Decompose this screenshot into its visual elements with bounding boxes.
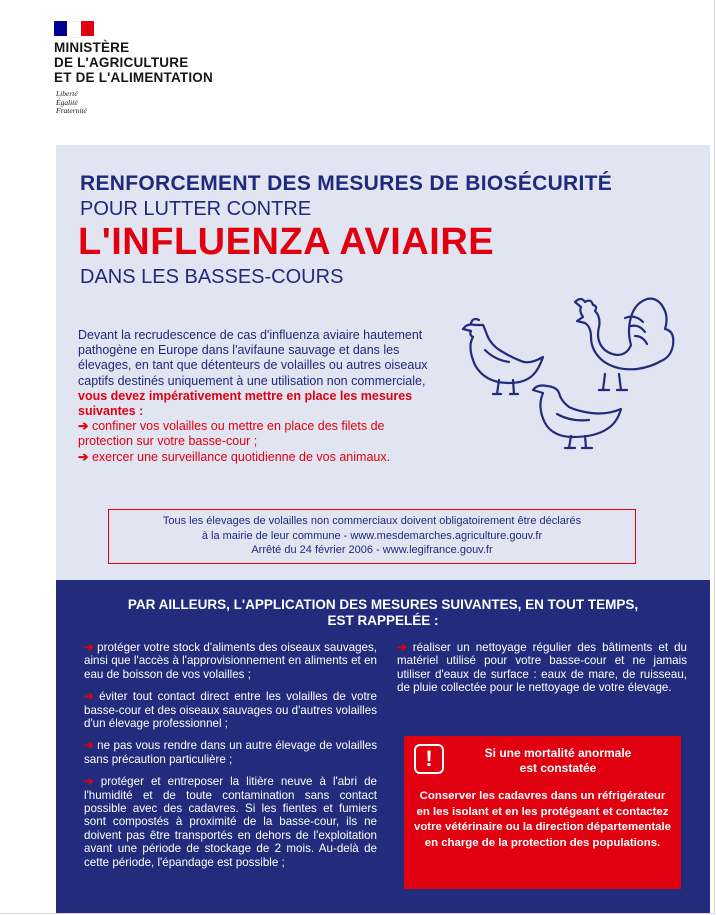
measure-text: protéger votre stock d'aliments des oiseaux sauvages, ainsi que l'accès à l'approvisionnement en aliments et en eau de boisson de vos volailles ; (84, 641, 377, 681)
declaration-notice (108, 509, 636, 564)
motto-line: Liberté (56, 89, 78, 98)
measures-title (56, 597, 710, 629)
intro-bullet (78, 450, 438, 465)
measure-text: éviter tout contact direct entre les volailles de votre basse-cour et des oiseaux sauvages ou d'autres volailles d'un élevage professionnel ; (84, 690, 377, 731)
measure-item (84, 641, 377, 681)
measure-text: ne pas vous rendre dans un autre élevage de volailles sans précaution particulière ; (84, 739, 377, 766)
arrow-icon: ➔ (78, 449, 89, 464)
republic-motto (56, 90, 87, 116)
exclamation-icon: ! (414, 744, 444, 774)
alert-title-line: est constatée (519, 761, 597, 775)
ministry-line: DE L'AGRICULTURE (54, 55, 189, 70)
arrow-icon: ➔ (84, 775, 94, 789)
rooster-icon (575, 299, 673, 390)
french-flag-logo (54, 21, 94, 36)
arrow-icon: ➔ (84, 690, 94, 704)
measure-item (84, 775, 377, 869)
measures-right-column (397, 641, 687, 695)
measure-item (84, 690, 377, 730)
measure-text: réaliser un nettoyage régulier des bâtiments et du matériel utilisé pour votre basse-cour et ne jamais utiliser d'eaux de surface : eaux de mare, de ruisseau, de pluie collectée pour le nettoyage de votre élevage. (397, 641, 687, 695)
intro-colon: : (135, 404, 144, 419)
intro-bullet (78, 419, 438, 449)
alert-title (448, 746, 668, 776)
measure-item (84, 739, 377, 766)
measures-left-column (84, 641, 377, 869)
duck-icon (533, 386, 621, 449)
notice-line: à la mairie de leur commune - www.mesdemarches.agriculture.gouv.fr (201, 529, 543, 542)
intro-paragraph (78, 328, 438, 465)
arrow-icon: ➔ (397, 641, 407, 654)
ministry-line: ET DE L'ALIMENTATION (54, 70, 213, 85)
measure-item (397, 641, 687, 695)
arrow-icon: ➔ (84, 739, 94, 753)
intro-text: Devant la recrudescence de cas d'influenza aviaire hautement pathogène en Europe dans l'avifaune sauvage et dans les élevages, en tant que détenteurs de volailles ou autres oiseaux captifs destinés uniquement à une utilisation non commerciale, (78, 328, 428, 388)
hen-icon (463, 319, 543, 394)
intro-bullet-text: exercer une surveillance quotidienne de vos animaux. (91, 449, 391, 464)
ministry-name (54, 40, 213, 85)
arrow-icon: ➔ (78, 419, 89, 434)
measures-title-line: PAR AILLEURS, L'APPLICATION DES MESURES SUIVANTES, EN TOUT TEMPS, (127, 597, 639, 612)
title-line-1: RENFORCEMENT DES MESURES DE BIOSÉCURITÉ (80, 172, 613, 195)
motto-line: Égalité (56, 97, 78, 107)
birds-illustration (455, 290, 690, 450)
intro-emphasis: vous devez impérativement mettre en place les mesures suivantes (78, 388, 413, 419)
title-line-4: DANS LES BASSES-COURS (80, 266, 344, 288)
alert-title-line: Si une mortalité anormale (484, 746, 632, 760)
main-title: L'INFLUENZA AVIAIRE (78, 221, 495, 263)
ministry-line: MINISTÈRE (54, 40, 130, 55)
notice-line: Arrêté du 24 février 2006 - www.legifrance.gouv.fr (251, 544, 493, 556)
arrow-icon: ➔ (84, 641, 94, 654)
measures-title-line: EST RAPPELÉE : (327, 613, 439, 628)
measure-text: protéger et entreposer la litière neuve à l'abri de l'humidité et de toute contamination sans contact possible avec des cadavres. Si les fientes et fumiers sont compostés à proximité de la basse-cour, ils ne doivent pas être transportés en dehors de l'exploitation avant une période de stockage de 2 mois. Au-delà de cette période, l'épandage est possible ; (84, 775, 377, 869)
motto-line: Fraternité (56, 106, 87, 115)
notice-line: Tous les élevages de volailles non commerciaux doivent obligatoirement être déclarés (162, 515, 582, 527)
alert-body: Conserver les cadavres dans un réfrigérateur en les isolant et en les protégeant et contactez votre vétérinaire ou la direction départementale en charge de la protection des populations. (414, 790, 672, 849)
title-line-2: POUR LUTTER CONTRE (80, 198, 312, 220)
mortality-alert-box (404, 736, 681, 889)
intro-bullet-text: confiner vos volailles ou mettre en place des filets de protection sur votre basse-cour ; (78, 419, 385, 449)
